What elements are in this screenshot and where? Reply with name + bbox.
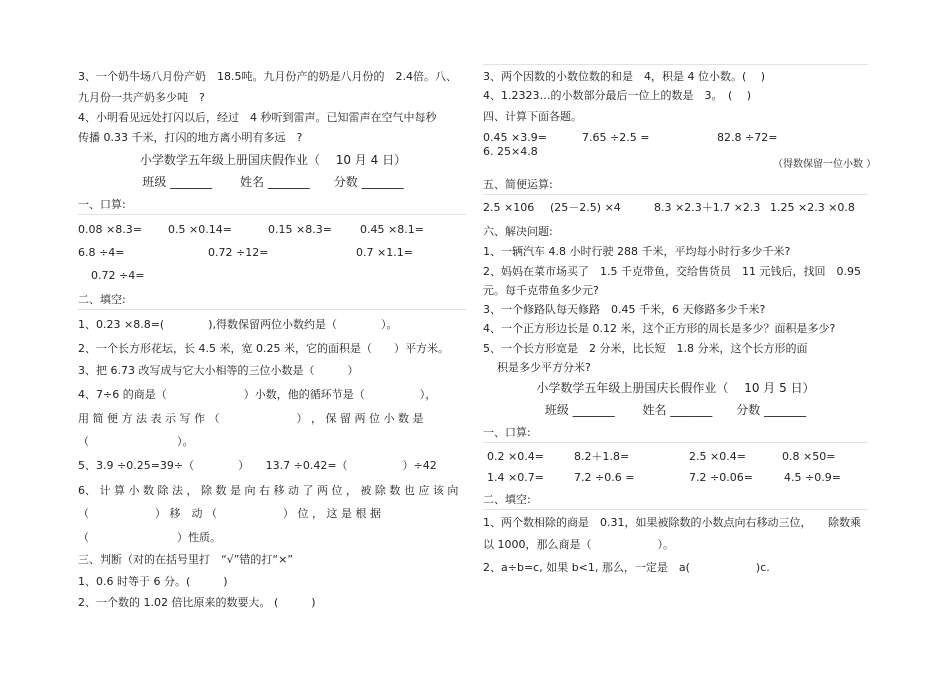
fill-item-4-line-3: （ ）。 (78, 435, 194, 448)
calc-item: 8.2＋1.8= (574, 450, 630, 463)
calc-item: 2.5 ×0.4= (689, 450, 746, 463)
fill-item-6-line-3: （ ）性质。 (78, 531, 221, 544)
title-oct-5: 小学数学五年级上册国庆长假作业（ 10 月 5 日） (536, 381, 815, 395)
calc-item: 4.5 ÷0.9= (784, 471, 841, 484)
simplify-item: (25－2.5) ×4 (550, 201, 621, 214)
judge-item-2: 2、一个数的 1.02 倍比原来的数要大。 ( ) (78, 596, 316, 609)
word-problem-4: 4、一个正方形边长是 0.12 米，这个正方形的周长是多少？面积是多少? (483, 322, 836, 335)
calc-item: 0.72 ÷4= (91, 269, 145, 282)
fill-item-1-line-2: 以 1000，那么商是（ ）。 (483, 538, 674, 551)
calc-problem: 7.65 ÷2.5 = (582, 131, 650, 144)
fill-item-4-line-2: 用 简 便 方 法 表 示 写 作 （ ） ， 保 留 两 位 小 数 是 (78, 412, 424, 425)
fill-item-5: 5、3.9 ÷0.25=39÷（ ） 13.7 ÷0.42=（ ）÷42 (78, 459, 437, 472)
section-fill-in-2: 二、填空: (483, 493, 531, 506)
fill-item-1: 1、0.23 ×8.8=( ),得数保留两位小数约是（ ）。 (78, 318, 398, 331)
calc-problem: 6. 25×4.8 (483, 145, 538, 158)
problem-4-line-2: 传播 0.33 千米，打闪的地方离小明有多远 ? (78, 131, 303, 144)
fill-item-6-line-2: （ ） 移 动 （ ） 位 ， 这 是 根 据 (78, 507, 381, 520)
fill-item-2: 2、一个长方形花坛，长 4.5 米，宽 0.25 米，它的面积是（ ）平方米。 (78, 342, 449, 355)
simplify-item: 2.5 ×106 (483, 201, 535, 214)
class-name-score-line-2: 班级 _______ 姓名 _______ 分数 _______ (544, 403, 807, 417)
calc-problem: 82.8 ÷72= (717, 131, 778, 144)
word-problem-2-line-1: 2、妈妈在菜市场买了 1.5 千克带鱼，交给售货员 11 元钱后，找回 0.95 (483, 265, 861, 278)
calc-item: 6.8 ÷4= (78, 246, 125, 259)
calc-item: 0.08 ×8.3= (78, 223, 142, 236)
problem-3-line-2: 九月份一共产奶多少吨 ? (78, 91, 205, 104)
judge-item-3: 3、两个因数的小数位数的和是 4，积是 4 位小数。( ) (483, 70, 766, 83)
calc-item: 7.2 ÷0.06= (689, 471, 753, 484)
divider (483, 442, 868, 443)
fill-item-2: 2、a÷b=c, 如果 b<1, 那么，一定是 a( )c. (483, 561, 770, 574)
section-word-problems: 六、解决问题: (483, 225, 553, 238)
calc-item: 0.72 ÷12= (208, 246, 269, 259)
word-problem-2-line-2: 元。每千克带鱼多少元? (483, 284, 599, 297)
calc-item: 7.2 ÷0.6 = (574, 471, 635, 484)
calc-item: 0.15 ×8.3= (268, 223, 332, 236)
calc-problem: 0.45 ×3.9= (483, 131, 547, 144)
calc-item: 0.45 ×8.1= (360, 223, 424, 236)
divider (483, 194, 868, 195)
divider (483, 64, 868, 65)
simplify-item: 8.3 ×2.3＋1.7 ×2.3 (654, 201, 761, 214)
divider (78, 214, 466, 215)
fill-item-6-line-1: 6、 计 算 小 数 除 法 ， 除 数 是 向 右 移 动 了 两 位 ， 被 除 数 也 应 该 向 (78, 484, 459, 497)
section-calculate: 四、计算下面各题。 (483, 110, 582, 123)
section-fill-in: 二、填空: (78, 293, 126, 306)
calc-item: 0.5 ×0.14= (168, 223, 232, 236)
word-problem-1: 1、一辆汽车 4.8 小时行驶 288 千米，平均每小时行多少千米? (483, 245, 791, 258)
class-name-score-line: 班级 _______ 姓名 _______ 分数 _______ (142, 175, 404, 189)
section-oral-calc: 一、口算: (78, 198, 126, 211)
problem-3-line-1: 3、一个奶牛场八月份产奶 18.5吨。九月份产的奶是八月份的 2.4倍。八、 (78, 70, 457, 83)
fill-item-3: 3、把 6.73 改写成与它大小相等的三位小数是（ ） (78, 364, 359, 377)
calc-item: 0.7 ×1.1= (356, 246, 413, 259)
fill-item-4-line-1: 4、7÷6 的商是（ ）小数，他的循环节是（ ）， (78, 388, 437, 401)
calc-item: 0.2 ×0.4= (487, 450, 544, 463)
rounding-note: （得数保留一位小数 ） (773, 159, 877, 170)
word-problem-5-line-1: 5、一个长方形宽是 2 分米，比长短 1.8 分米，这个长方形的面 (483, 342, 808, 355)
section-oral-calc-2: 一、口算: (483, 426, 531, 439)
judge-item-1: 1、0.6 时等于 6 分。( ) (78, 575, 228, 588)
divider (78, 309, 466, 310)
calc-item: 0.8 ×50= (782, 450, 836, 463)
word-problem-5-line-2: 积是多少平方分米? (497, 361, 591, 374)
fill-item-1-line-1: 1、两个数相除的商是 0.31，如果被除数的小数点向右移动三位， 除数乘 (483, 516, 861, 529)
section-true-false: 三、判断（对的在括号里打 “√”错的打“×” (78, 553, 294, 566)
judge-item-4: 4、1.2323…的小数部分最后一位上的数是 3。 ( ) (483, 89, 752, 102)
divider (483, 509, 868, 510)
calc-item: 1.4 ×0.7= (487, 471, 544, 484)
problem-4-line-1: 4、小明看见远处打闪以后，经过 4 秒听到雷声。已知雷声在空气中每秒 (78, 111, 437, 124)
simplify-item: 1.25 ×2.3 ×0.8 (770, 201, 855, 214)
section-simplify: 五、简便运算: (483, 178, 553, 191)
title-oct-4: 小学数学五年级上册国庆假作业（ 10 月 4 日） (139, 153, 407, 167)
word-problem-3: 3、一个修路队每天修路 0.45 千米，6 天修路多少千米? (483, 303, 766, 316)
